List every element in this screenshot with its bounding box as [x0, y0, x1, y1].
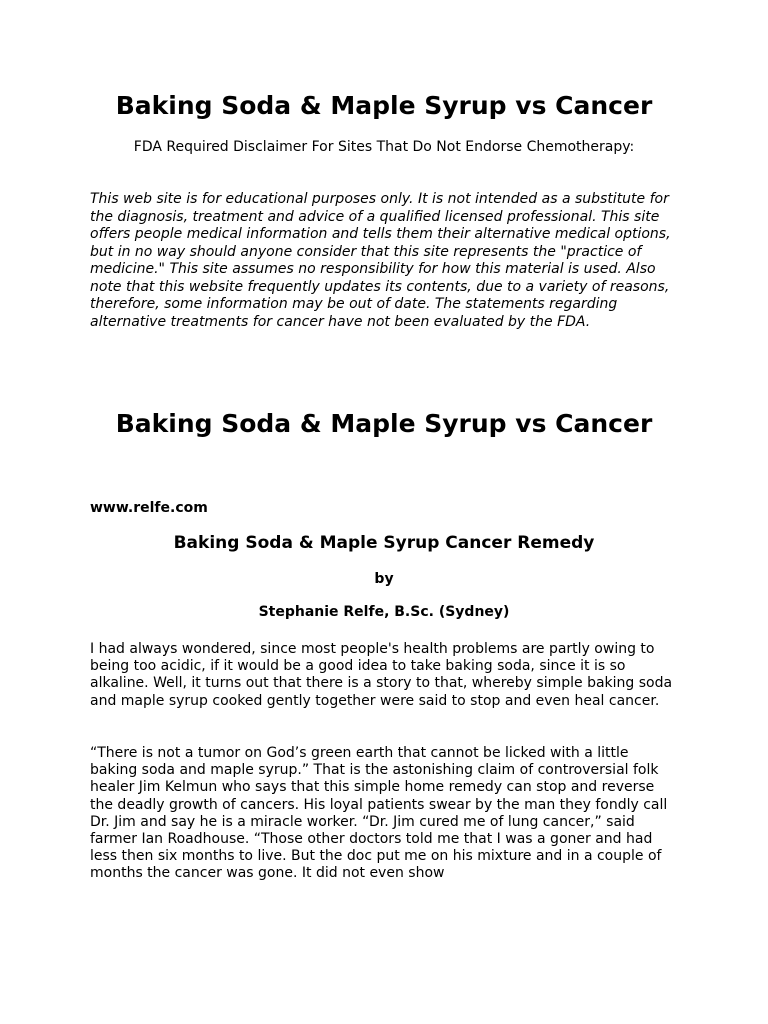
remedy-title: Baking Soda & Maple Syrup Cancer Remedy — [173, 533, 595, 553]
site-url-link[interactable]: www.relfe.com — [90, 500, 208, 516]
disclaimer-body: This web site is for educational purposes only. It is not intended as a substitute for the diagnosis, treatment and advice of a qualified licensed professional. This site offers people medical information and tells them their alternative medical options, but in no way should anyone consider that this site represents the "practice of medicine." This site assumes no responsibility for how this material is used. Also note that this website frequently updates its contents, due to a variety of reasons, therefore, some information may be out of date. The statements regarding alternative treatments for cancer have not been evaluated by the FDA. — [90, 191, 671, 330]
section-title: Baking Soda & Maple Syrup vs Cancer — [115, 409, 653, 438]
disclaimer-heading: FDA Required Disclaimer For Sites That Do Not Endorse Chemotherapy: — [133, 139, 635, 155]
body-paragraph: I had always wondered, since most people's health problems are partly owing to being too acidic, if it would be a good idea to take baking soda, since it is so alkaline. Well, it turns out that there is a story to that, whereby simple baking soda and maple syrup cooked gently together were said to stop and even heal cancer. — [90, 641, 673, 709]
body-paragraph: “There is not a tumor on God’s green earth that cannot be licked with a little baking soda and maple syrup.” That is the astonishing claim of controversial folk healer Jim Kelmun who says that this simple home remedy can stop and reverse the deadly growth of cancers. His loyal patients swear by the man they fondly call Dr. Jim and say he is a miracle worker. “Dr. Jim cured me of lung cancer,” said farmer Ian Roadhouse. “Those other doctors told me that I was a goner and had less then six months to live. But the doc put me on his mixture and in a couple of months the cancer was gone. It did not even show — [90, 745, 668, 882]
page-title: Baking Soda & Maple Syrup vs Cancer — [115, 91, 653, 120]
author-line: Stephanie Relfe, B.Sc. (Sydney) — [258, 604, 510, 620]
by-line: by — [374, 571, 394, 587]
